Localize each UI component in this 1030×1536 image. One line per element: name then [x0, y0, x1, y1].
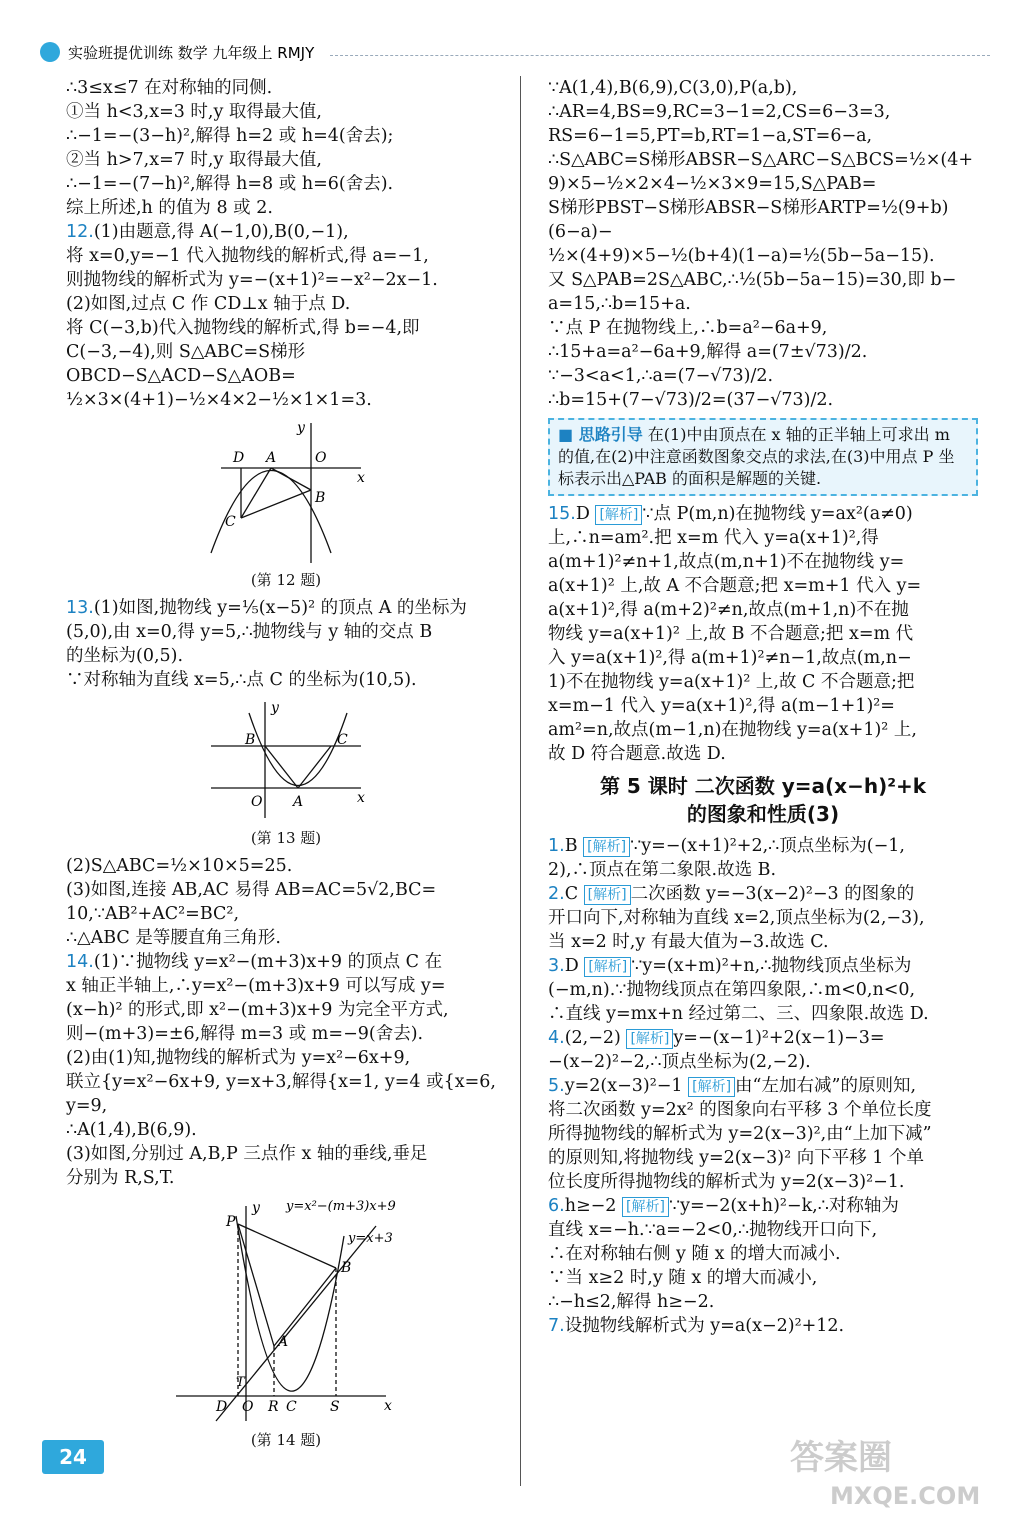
label-A: A	[293, 794, 304, 810]
watermark-url: MXQE.COM	[830, 1482, 981, 1510]
text-line: 当 x=2 时,y 有最大值为−3.故选 C.	[548, 932, 829, 952]
text-line: ∴−h≤2,解得 h≥−2.	[548, 1292, 715, 1312]
text-line: 将 C(−3,b)代入抛物线的解析式,得 b=−4,即	[66, 318, 420, 338]
question-12	[66, 220, 506, 592]
text-line: (3)如图,连接 AB,AC 易得 AB=AC=5√2,BC=	[66, 880, 437, 900]
analysis-tag: [解析]	[595, 505, 642, 525]
text-line: 1)不在抛物线 y=a(x+1)² 上,故 C 不合题意;把	[548, 672, 915, 692]
text-line: ②当 h>7,x=7 时,y 取得最大值,	[66, 150, 322, 170]
text-line: ∴−1=−(7−h)²,解得 h=8 或 h=6(舍去).	[66, 174, 394, 194]
text-line: C(−3,−4),则 S△ABC=S梯形OBCD−S△ACD−S△AOB=	[66, 342, 306, 386]
answer: D	[575, 504, 590, 524]
figure-13	[66, 698, 506, 850]
text-line: (x−h)² 的形式,即 x²−(m+3)x+9 为完全平方式,	[66, 1000, 449, 1020]
figure-12-diagram	[201, 418, 371, 568]
text-line: 物线 y=a(x+1)² 上,故 B 不合题意;把 x=m 代	[548, 624, 914, 644]
text-line: ∵y=(x+m)²+n,∴抛物线顶点坐标为	[631, 956, 912, 976]
text-line: 上,∴n=am².把 x=m 代入 y=a(x+1)²,得	[548, 528, 879, 548]
text-line: ½×(4+9)×5−½(b+4)(1−a)=½(5b−5a−15).	[548, 246, 935, 266]
text-line: x 轴正半轴上,∴y=x²−(m+3)x+9 可以写成 y=	[66, 976, 446, 996]
figure-12	[66, 418, 506, 592]
header-divider	[330, 55, 990, 56]
label-O: O	[251, 794, 263, 810]
text-line: am²=n,故点(m−1,n)在抛物线 y=a(x+1)² 上,	[548, 720, 917, 740]
text-line: ∴△ABC 是等腰直角三角形.	[66, 928, 281, 948]
text-line: 将二次函数 y=2x² 的图象向右平移 3 个单位长度	[548, 1100, 932, 1120]
analysis-tag: [解析]	[626, 1029, 673, 1049]
text-line: x=m−1 代入 y=a(x+1)²,得 a(m−1+1)²=	[548, 696, 895, 716]
analysis-tag: [解析]	[584, 885, 631, 905]
text-line: ∴直线 y=mx+n 经过第二、三、四象限.故选 D.	[548, 1004, 929, 1024]
label-S: S	[330, 1399, 340, 1415]
label-C: C	[225, 514, 236, 530]
text-line: ∵y=−(x+1)²+2,∴顶点坐标为(−1,	[630, 836, 905, 856]
text-line: −(x−2)²−2,∴顶点坐标为(2,−2).	[548, 1052, 811, 1072]
answer: y=2(x−3)²−1	[564, 1076, 683, 1096]
label-O: O	[315, 450, 327, 466]
text-line: a(x+1)²,得 a(m+2)²≠n,故点(m+1,n)不在抛	[548, 600, 909, 620]
text-line: ∴在对称轴右侧 y 随 x 的增大而减小.	[548, 1244, 841, 1264]
answer-item-7	[548, 1314, 978, 1338]
watermark-logo: 答案圈	[790, 1438, 892, 1478]
pre-block	[66, 76, 506, 220]
question-14	[66, 950, 506, 1452]
text-line: ∵A(1,4),B(6,9),C(3,0),P(a,b),	[548, 78, 798, 98]
text-line: 分别为 R,S,T.	[66, 1168, 175, 1188]
text-line: (2)由(1)知,抛物线的解析式为 y=x²−6x+9,	[66, 1048, 411, 1068]
question-number: 6.	[548, 1196, 565, 1216]
answer-item-6	[548, 1194, 978, 1314]
figure-14	[66, 1196, 506, 1452]
question-number: 2.	[548, 884, 565, 904]
label-parabola: y=x²−(m+3)x+9	[286, 1199, 396, 1214]
text-line: ∵−3<a<1,∴a=(7−√73)/2.	[548, 366, 774, 386]
question-number: 7.	[548, 1316, 565, 1336]
text-line: 设抛物线解析式为 y=a(x−2)²+12.	[564, 1316, 845, 1336]
column-divider	[520, 76, 521, 1486]
text-line: 直线 x=−h.∵a=−2<0,∴抛物线开口向下,	[548, 1220, 878, 1240]
text-line: 联立{y=x²−6x+9, y=x+3,解得{x=1, y=4 或{x=6, y=9,	[66, 1072, 502, 1116]
figure-caption: (第 14 题)	[250, 1431, 322, 1449]
text-line: ∵点 P(m,n)在抛物线 y=ax²(a≠0)	[642, 504, 913, 524]
label-D: D	[233, 450, 245, 466]
answer: D	[564, 956, 579, 976]
text-line: 入 y=a(x+1)²,得 a(m+1)²≠n−1,故点(m,n−	[548, 648, 912, 668]
label-P: P	[226, 1214, 236, 1230]
text-line: ∴S△ABC=S梯形ABSR−S△ARC−S△BCS=½×(4+	[548, 150, 974, 170]
text-line: (1)由题意,得 A(−1,0),B(0,−1),	[93, 222, 349, 242]
answers-list	[548, 834, 978, 1338]
analysis-tag: [解析]	[584, 957, 631, 977]
text-line: a=15,∴b=15+a.	[548, 294, 691, 314]
text-line: (2)如图,过点 C 作 CD⊥x 轴于点 D.	[66, 294, 351, 314]
label-x: x	[384, 1398, 392, 1414]
hint-tag: ■ 思路引导	[558, 425, 643, 444]
q14-continued	[548, 76, 978, 412]
text-line: ∴15+a=a²−6a+9,解得 a=(7±√73)/2.	[548, 342, 868, 362]
text-line: (1)∵抛物线 y=x²−(m+3)x+9 的顶点 C 在	[93, 952, 443, 972]
question-13	[66, 596, 506, 950]
text-line: 综上所述,h 的值为 8 或 2.	[66, 198, 273, 218]
text-line: ①当 h<3,x=3 时,y 取得最大值,	[66, 102, 322, 122]
label-line: y=x+3	[348, 1231, 393, 1246]
analysis-tag: [解析]	[583, 837, 630, 857]
analysis-tag: [解析]	[622, 1197, 669, 1217]
text-line: (1)如图,抛物线 y=⅕(x−5)² 的顶点 A 的坐标为	[93, 598, 467, 618]
text-line: 又 S△PAB=2S△ABC,∴½(5b−5a−15)=30,即 b−	[548, 270, 957, 290]
text-line: a(m+1)²≠n+1,故点(m,n+1)不在抛物线 y=	[548, 552, 905, 572]
text-line: ∵对称轴为直线 x=5,∴点 C 的坐标为(10,5).	[66, 670, 417, 690]
text-line: ∵点 P 在抛物线上,∴b=a²−6a+9,	[548, 318, 828, 338]
text-line: ∴b=15+(7−√73)/2=(37−√73)/2.	[548, 390, 834, 410]
text-line: ∴−1=−(3−h)²,解得 h=2 或 h=4(舍去);	[66, 126, 394, 146]
text-line: 则−(m+3)=±6,解得 m=3 或 m=−9(舍去).	[66, 1024, 424, 1044]
label-O: O	[242, 1399, 254, 1415]
text-line: 将 x=0,y=−1 代入抛物线的解析式,得 a=−1,	[66, 246, 429, 266]
text-line: ∴A(1,4),B(6,9).	[66, 1120, 197, 1140]
question-number: 1.	[548, 836, 565, 856]
text-line: (3)如图,分别过 A,B,P 三点作 x 轴的垂线,垂足	[66, 1144, 428, 1164]
text-line: 由“左加右减”的原则知,	[735, 1076, 917, 1096]
label-B: B	[315, 490, 326, 506]
section-title-line1: 第 5 课时 二次函数 y=a(x−h)²+k	[599, 774, 927, 798]
text-line: 所得抛物线的解析式为 y=2(x−3)²,由“上加下减”	[548, 1124, 932, 1144]
text-line: 则抛物线的解析式为 y=−(x+1)²=−x²−2x−1.	[66, 270, 438, 290]
hint-box	[548, 418, 978, 496]
label-y: y	[297, 420, 305, 436]
header-title: 实验班提优训练 数学 九年级上 RMJY	[68, 43, 315, 62]
text-line: ∵当 x≥2 时,y 随 x 的增大而减小,	[548, 1268, 818, 1288]
answer-item-5	[548, 1074, 978, 1194]
text-line: ½×3×(4+1)−½×4×2−½×1×1=3.	[66, 390, 372, 410]
label-A: A	[266, 450, 277, 466]
figure-13-diagram	[201, 698, 371, 826]
figure-caption: (第 12 题)	[250, 571, 322, 589]
text-line: ∴AR=4,BS=9,RC=3−1=2,CS=6−3=3,	[548, 102, 891, 122]
label-T: T	[236, 1375, 245, 1390]
text-line: (2)S△ABC=½×10×5=25.	[66, 856, 293, 876]
question-15	[548, 502, 978, 766]
right-column	[548, 76, 978, 1338]
answer: B	[564, 836, 578, 856]
brand-icon	[40, 42, 60, 62]
text-line: S梯形PBST−S梯形ABSR−S梯形ARTP=½(9+b)(6−a)−	[548, 198, 949, 242]
figure-14-diagram	[166, 1196, 406, 1428]
answer: h≥−2	[564, 1196, 617, 1216]
label-x: x	[357, 790, 365, 806]
text-line: 开口向下,对称轴为直线 x=2,顶点坐标为(2,−3),	[548, 908, 925, 928]
label-C: C	[286, 1399, 297, 1415]
text-line: (−m,n).∵抛物线顶点在第四象限,∴m<0,n<0,	[548, 980, 916, 1000]
label-y: y	[252, 1200, 260, 1216]
text-line: ∵y=−2(x+h)²−k,∴对称轴为	[668, 1196, 899, 1216]
label-D: D	[216, 1399, 228, 1415]
label-C: C	[337, 732, 348, 748]
hint-text: 在(1)中由顶点在 x 轴的正半轴上可求出 m 的值,在(2)中注意函数图象交点的求法,在(3)中用点 P 坐标表示出△PAB 的面积是解题的关键.	[558, 425, 955, 488]
label-R: R	[268, 1399, 279, 1415]
question-number: 12.	[66, 222, 94, 242]
answer-item-2	[548, 882, 978, 954]
text-line: 的原则知,将抛物线 y=2(x−3)² 向下平移 1 个单	[548, 1148, 924, 1168]
answer-item-4	[548, 1026, 978, 1074]
text-line: 9)×5−½×2×4−½×3×9=15,S△PAB=	[548, 174, 877, 194]
text-line: 故 D 符合题意.故选 D.	[548, 744, 726, 764]
question-number: 5.	[548, 1076, 565, 1096]
label-B: B	[341, 1260, 352, 1276]
text-line: ∴3≤x≤7 在对称轴的同侧.	[66, 78, 273, 98]
answer-item-3	[548, 954, 978, 1026]
label-y: y	[271, 700, 279, 716]
text-line: y=−(x−1)²+2(x−1)−3=	[673, 1028, 885, 1048]
label-B: B	[245, 732, 256, 748]
left-column	[66, 76, 506, 1456]
analysis-tag: [解析]	[688, 1077, 735, 1097]
answer: C	[564, 884, 579, 904]
question-number: 13.	[66, 598, 94, 618]
section-title-line2: 的图象和性质(3)	[686, 802, 840, 826]
text-line: 位长度所得抛物线的解析式为 y=2(x−3)²−1.	[548, 1172, 905, 1192]
text-line: 二次函数 y=−3(x−2)²−3 的图象的	[630, 884, 915, 904]
text-line: (5,0),由 x=0,得 y=5,∴抛物线与 y 轴的交点 B	[66, 622, 433, 642]
answer: (2,−2)	[564, 1028, 621, 1048]
question-number: 3.	[548, 956, 565, 976]
answer-item-1	[548, 834, 978, 882]
figure-caption: (第 13 题)	[250, 829, 322, 847]
page-number: 24	[42, 1440, 104, 1474]
page-header	[40, 40, 314, 64]
text-line: a(x+1)² 上,故 A 不合题意;把 x=m+1 代入 y=	[548, 576, 922, 596]
text-line: RS=6−1=5,PT=b,RT=1−a,ST=6−a,	[548, 126, 873, 146]
question-number: 15.	[548, 504, 576, 524]
label-A: A	[278, 1334, 289, 1350]
section-heading	[548, 772, 978, 828]
text-line: 2),∴顶点在第二象限.故选 B.	[548, 860, 777, 880]
label-x: x	[357, 470, 365, 486]
question-number: 4.	[548, 1028, 565, 1048]
text-line: 10,∵AB²+AC²=BC²,	[66, 904, 240, 924]
text-line: 的坐标为(0,5).	[66, 646, 184, 666]
question-number: 14.	[66, 952, 94, 972]
